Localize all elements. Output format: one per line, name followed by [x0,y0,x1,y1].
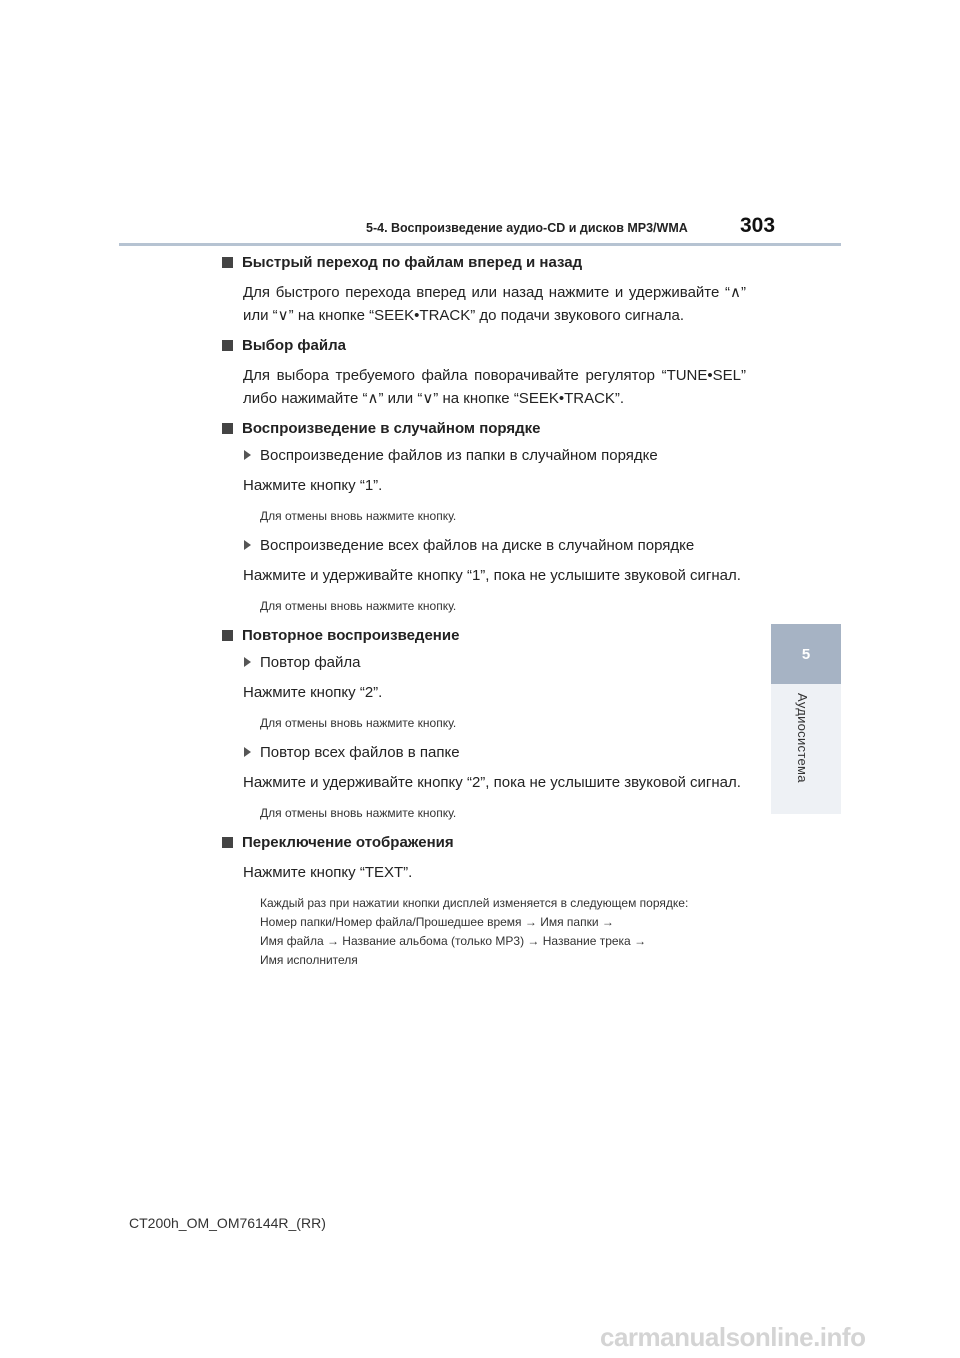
subheading [244,654,746,671]
note: Для отмены вновь нажмите кнопку. [260,599,457,613]
section-heading [222,337,746,354]
subheading-text: Воспроизведение файлов из папки в случайном порядке [260,447,658,464]
square-bullet-icon [222,423,233,434]
subheading [244,744,746,761]
section-heading [222,627,746,644]
note: Для отмены вновь нажмите кнопку. [260,509,457,523]
triangle-right-icon [244,747,251,757]
header-divider [119,243,841,246]
chapter-tab [771,624,841,684]
paragraph: Нажмите и удерживайте кнопку “1”, пока не услышите звуковой сигнал. [243,567,741,584]
page-content [222,254,746,981]
subheading [244,537,746,554]
square-bullet-icon [222,257,233,268]
heading-text: Повторное воспроизведение [242,627,460,644]
subheading [244,447,746,464]
square-bullet-icon [222,630,233,641]
subheading-text: Повтор файла [260,654,361,671]
document-code: CT200h_OM_OM76144R_(RR) [129,1215,326,1231]
note [260,894,746,970]
heading-text: Воспроизведение в случайном порядке [242,420,541,437]
heading-text: Выбор файла [242,337,346,354]
triangle-right-icon [244,540,251,550]
square-bullet-icon [222,340,233,351]
note-line: Имя исполнителя [260,953,358,967]
watermark: carmanualsonline.info [600,1322,866,1352]
heading-text: Быстрый переход по файлам вперед и назад [242,254,583,271]
heading-text: Переключение отображения [242,834,454,851]
section-heading [222,420,746,437]
paragraph: Нажмите и удерживайте кнопку “2”, пока не услышите звуковой сигнал. [243,774,741,791]
section-heading [222,254,746,271]
paragraph: Для быстрого перехода вперед или назад нажмите и удерживайте “∧” или “∨” на кнопке “SEEK•TRACK” до подачи звукового сигнала. [243,284,746,324]
chapter-number: 5 [801,645,811,663]
square-bullet-icon [222,837,233,848]
paragraph: Для выбора требуемого файла поворачивайте регулятор “TUNE•SEL” либо нажимайте “∧” или “∨” на кнопке “SEEK•TRACK”. [243,367,746,407]
paragraph: Нажмите кнопку “2”. [243,684,383,701]
subheading-text: Воспроизведение всех файлов на диске в случайном порядке [260,537,695,554]
paragraph: Нажмите кнопку “TEXT”. [243,864,413,881]
note: Для отмены вновь нажмите кнопку. [260,716,457,730]
triangle-right-icon [244,657,251,667]
page-number: 303 [740,214,776,237]
note-line: Имя файла → Название альбома (только MP3) → Название трека → [260,934,647,948]
subheading-text: Повтор всех файлов в папке [260,744,460,761]
chapter-label: Аудиосистема [795,693,810,783]
note-line: Номер папки/Номер файла/Прошедшее время → Имя папки → [260,915,614,929]
triangle-right-icon [244,450,251,460]
section-title: 5-4. Воспроизведение аудио-CD и дисков MP3/WMA [366,221,688,235]
section-heading [222,834,746,851]
note: Для отмены вновь нажмите кнопку. [260,806,457,820]
note-line: Каждый раз при нажатии кнопки дисплей изменяется в следующем порядке: [260,896,689,910]
paragraph: Нажмите кнопку “1”. [243,477,383,494]
